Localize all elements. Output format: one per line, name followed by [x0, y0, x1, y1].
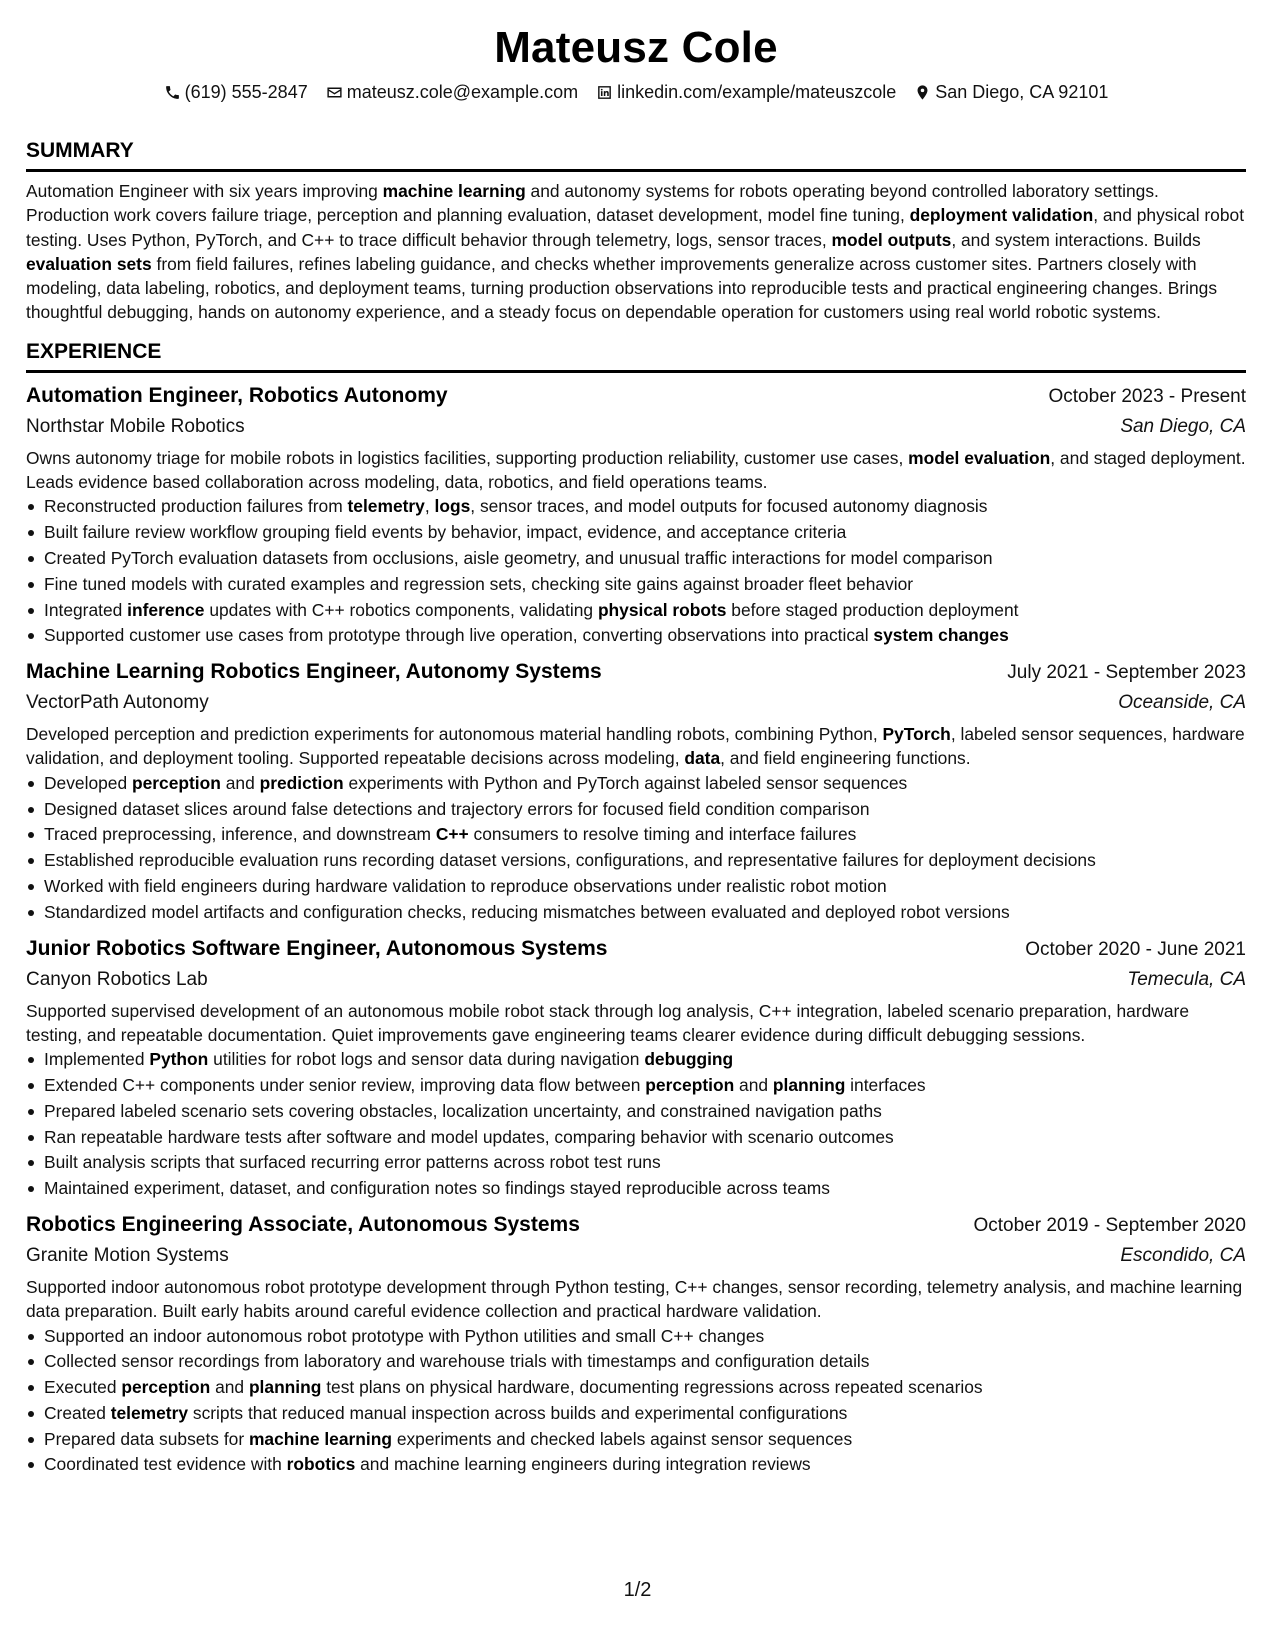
bullet-dot [28, 608, 34, 614]
bullet-dot [28, 832, 34, 838]
text-run: , and field engineering functions. [720, 748, 971, 769]
job-entry [26, 1210, 1246, 1478]
job-entry [26, 381, 1246, 649]
text-run: Maintained experiment, dataset, and configuration notes so findings stayed reproducible across teams [44, 1178, 830, 1199]
contact-location [914, 80, 1108, 104]
job-title: Automation Engineer, Robotics Autonomy [26, 383, 448, 407]
summary-paragraph [26, 179, 1246, 325]
job-location: Oceanside, CA [1118, 692, 1246, 714]
job-header [26, 657, 1246, 688]
text-run: Built analysis scripts that surfaced recurring error patterns across robot test runs [44, 1152, 661, 1173]
bullet-item [26, 1047, 1246, 1073]
company-name: Granite Motion Systems [26, 1244, 229, 1266]
job-bullets [26, 1047, 1246, 1202]
text-run: Automation Engineer with six years improving [26, 181, 383, 201]
job-summary [26, 722, 1246, 771]
text-run: Ran repeatable hardware tests after software and model updates, comparing behavior with scenario outcomes [44, 1126, 894, 1147]
linkedin-text[interactable]: linkedin.com/example/mateuszcole [617, 82, 897, 102]
bullet-item [26, 623, 1246, 649]
job-entry [26, 934, 1246, 1202]
text-run: , and staged deployment. Leads evidence based collaboration across modeling, data, robotics, and field operations teams. [26, 447, 1246, 493]
text-run: scripts that reduced manual inspection across builds and experimental configurations [188, 1402, 848, 1423]
bullet-dot [28, 1160, 34, 1166]
text-run: , labeled sensor sequences, hardware validation, and deployment tooling. Supported repeatable decisions across modeling, [26, 724, 1245, 769]
text-run: Traced preprocessing, inference, and downstream [44, 824, 436, 845]
bold-keyword: telemetry [347, 496, 425, 517]
text-run: Coordinated test evidence with [44, 1454, 287, 1475]
text-run: Established reproducible evaluation runs recording dataset versions, configurations, and representative failures for deployment decisions [44, 850, 1096, 871]
text-run: , and physical robot testing. Uses Python, PyTorch, and C++ to trace difficult behavior through telemetry, logs, sensor traces, [26, 205, 1245, 250]
candidate-name: Mateusz Cole [494, 23, 778, 72]
job-subheader [26, 965, 1246, 995]
text-run: Created PyTorch evaluation datasets from occlusions, aisle geometry, and unusual traffic interactions for model comparison [44, 547, 993, 568]
bullet-item [26, 494, 1246, 520]
text-run: , sensor traces, and model outputs for focused autonomy diagnosis [470, 496, 988, 517]
bullet-dot [28, 1411, 34, 1417]
bullet-dot [28, 1135, 34, 1141]
bullet-item [26, 822, 1246, 848]
bold-keyword: telemetry [110, 1402, 189, 1423]
email-text[interactable]: mateusz.cole@example.com [346, 82, 579, 102]
bullet-dot [28, 1186, 34, 1192]
job-dates: October 2023 - Present [1048, 385, 1246, 407]
company-name: VectorPath Autonomy [26, 692, 209, 714]
bullet-item [26, 572, 1246, 598]
bold-keyword: model outputs [831, 229, 952, 250]
text-run: Created [44, 1402, 111, 1423]
bold-keyword: perception [131, 772, 221, 793]
job-subheader [26, 1241, 1246, 1271]
resume-page [26, 0, 1246, 1478]
bold-keyword: model evaluation [908, 447, 1051, 468]
job-bullets [26, 1324, 1246, 1479]
job-location: Temecula, CA [1127, 968, 1246, 990]
job-summary [26, 999, 1246, 1048]
bullet-dot [28, 1057, 34, 1063]
bold-keyword: PyTorch [882, 724, 951, 745]
job-dates: July 2021 - September 2023 [1007, 662, 1246, 684]
bullet-item [26, 874, 1246, 900]
text-run: Developed perception and prediction experiments for autonomous material handling robots, combining Python, [26, 724, 883, 745]
bullet-item [26, 520, 1246, 546]
bullet-item [26, 1099, 1246, 1125]
bullet-dot [28, 556, 34, 562]
bullet-item [26, 1176, 1246, 1202]
text-run: Prepared labeled scenario sets covering obstacles, localization uncertainty, and constrained navigation paths [44, 1100, 882, 1121]
bullet-item [26, 546, 1246, 572]
bullet-item [26, 1375, 1246, 1401]
text-run: , [424, 496, 435, 517]
company-name: Canyon Robotics Lab [26, 968, 208, 990]
bullet-item [26, 1150, 1246, 1176]
text-run: experiments with Python and PyTorch against labeled sensor sequences [343, 772, 908, 793]
text-run: Supported customer use cases from prototype through live operation, converting observations into practical [44, 625, 874, 646]
job-title: Junior Robotics Software Engineer, Autonomous Systems [26, 936, 608, 960]
bullet-dot [28, 1359, 34, 1365]
phone-icon [164, 84, 181, 101]
bold-keyword: logs [434, 496, 471, 517]
text-run: from field failures, refines labeling guidance, and checks whether improvements generalize across customer sites. Partners closely with modeling, data labeling, robotics, and deployment teams, turning production observations into reproducible tests and practical engineering changes. Brings thoughtful debugging, hands on autonomy experience, and a steady focus on dependable operation for customers using real world robotic systems. [26, 253, 1218, 323]
job-summary [26, 446, 1246, 495]
bold-keyword: deployment validation [909, 205, 1094, 226]
bold-keyword: C++ [435, 824, 469, 845]
text-run: Built failure review workflow grouping field events by behavior, impact, evidence, and acceptance criteria [44, 522, 847, 543]
bold-keyword: inference [127, 599, 205, 620]
location-text: San Diego, CA 92101 [935, 82, 1109, 102]
bullet-dot [28, 1462, 34, 1468]
bullet-dot [28, 1109, 34, 1115]
bullet-dot [28, 858, 34, 864]
bullet-dot [28, 504, 34, 510]
bold-keyword: machine learning [248, 1428, 392, 1449]
bullet-item [26, 1073, 1246, 1099]
bullet-item [26, 1324, 1246, 1350]
bullet-item [26, 797, 1246, 823]
contact-bar [26, 80, 1246, 104]
text-run: Designed dataset slices around false detections and trajectory errors for focused field condition comparison [44, 798, 870, 819]
text-run: utilities for robot logs and sensor data during navigation [208, 1049, 645, 1070]
text-run: Developed [44, 772, 132, 793]
bold-keyword: perception [645, 1074, 735, 1095]
text-run: test plans on physical hardware, documenting regressions across repeated scenarios [321, 1377, 983, 1398]
text-run: and autonomy systems for robots operating beyond controlled laboratory settings. Production work covers failure triage, perception and planning evaluation, dataset development, model fine tuning, [26, 181, 1159, 226]
bullet-dot [28, 1385, 34, 1391]
text-run: and [220, 772, 260, 793]
experience-heading: EXPERIENCE [26, 339, 1246, 373]
text-run: updates with C++ robotics components, validating [204, 599, 598, 620]
text-run: interfaces [845, 1074, 926, 1095]
bullet-dot [28, 781, 34, 787]
bullet-item [26, 1427, 1246, 1453]
bold-keyword: prediction [259, 772, 344, 793]
bullet-item [26, 1349, 1246, 1375]
text-run: , and system interactions. Builds [951, 229, 1201, 250]
bold-keyword: robotics [286, 1454, 356, 1475]
bold-keyword: debugging [644, 1049, 734, 1070]
bold-keyword: system changes [873, 625, 1009, 646]
job-dates: October 2020 - June 2021 [1025, 938, 1246, 960]
bullet-dot [28, 884, 34, 890]
bullet-dot [28, 1437, 34, 1443]
text-run: Executed [44, 1377, 122, 1398]
contact-phone [164, 80, 308, 104]
text-run: Implemented [44, 1049, 150, 1070]
bullet-dot [28, 530, 34, 536]
bullet-item [26, 1452, 1246, 1478]
bullet-item [26, 598, 1246, 624]
job-header [26, 1210, 1246, 1241]
bullet-dot [28, 910, 34, 916]
text-run: Collected sensor recordings from laboratory and warehouse trials with timestamps and configuration details [44, 1351, 870, 1372]
text-run: Standardized model artifacts and configuration checks, reducing mismatches between evaluated and deployed robot versions [44, 901, 1010, 922]
bold-keyword: data [684, 748, 721, 769]
job-dates: October 2019 - September 2020 [973, 1214, 1246, 1236]
bullet-dot [28, 807, 34, 813]
job-location: Escondido, CA [1120, 1244, 1246, 1266]
envelope-icon [326, 84, 343, 101]
text-run: before staged production deployment [726, 599, 1019, 620]
text-run: Fine tuned models with curated examples and regression sets, checking site gains against broader fleet behavior [44, 573, 914, 594]
bullet-item [26, 771, 1246, 797]
job-title: Robotics Engineering Associate, Autonomous Systems [26, 1212, 580, 1236]
text-run: Integrated [44, 599, 128, 620]
bullet-dot [28, 633, 34, 639]
job-header [26, 934, 1246, 965]
job-title: Machine Learning Robotics Engineer, Autonomy Systems [26, 660, 602, 684]
job-summary [26, 1275, 1246, 1324]
job-subheader [26, 688, 1246, 718]
text-run: Prepared data subsets for [44, 1428, 249, 1449]
bullet-dot [28, 1334, 34, 1340]
bold-keyword: physical robots [597, 599, 727, 620]
job-entry [26, 657, 1246, 925]
job-subheader [26, 412, 1246, 442]
text-run: and machine learning engineers during integration reviews [355, 1454, 811, 1475]
text-run: Owns autonomy triage for mobile robots in logistics facilities, supporting production reliability, customer use cases, [26, 447, 909, 468]
bold-keyword: machine learning [382, 181, 526, 201]
text-run: Supported supervised development of an autonomous mobile robot stack through log analysis, C++ integration, labeled scenario preparation, hardware testing, and repeatable documentation. Quiet improvements gave engineering teams clearer evidence during difficult debugging sessions. [26, 1000, 1189, 1045]
job-location: San Diego, CA [1120, 415, 1246, 437]
bullet-item [26, 900, 1246, 926]
bullet-item [26, 848, 1246, 874]
text-run: consumers to resolve timing and interface failures [468, 824, 857, 845]
text-run: and [734, 1074, 773, 1095]
phone-text: (619) 555-2847 [184, 82, 308, 102]
bold-keyword: planning [248, 1377, 322, 1398]
contact-linkedin[interactable] [596, 80, 896, 104]
bold-keyword: planning [772, 1074, 846, 1095]
linkedin-icon [596, 84, 613, 101]
summary-heading: SUMMARY [26, 138, 1246, 172]
contact-email[interactable] [326, 80, 578, 104]
text-run: Reconstructed production failures from [44, 496, 348, 517]
bullet-dot [28, 582, 34, 588]
page-number: 1/2 [623, 1579, 652, 1601]
map-pin-icon [914, 84, 931, 101]
bullet-item [26, 1401, 1246, 1427]
job-bullets [26, 494, 1246, 649]
bold-keyword: perception [121, 1377, 211, 1398]
bullet-dot [28, 1083, 34, 1089]
text-run: Supported indoor autonomous robot prototype development through Python testing, C++ changes, sensor recording, telemetry analysis, and machine learning data preparation. Built early habits around careful evidence collection and practical hardware validation. [26, 1276, 1243, 1322]
bullet-item [26, 1125, 1246, 1151]
company-name: Northstar Mobile Robotics [26, 415, 245, 437]
experience-list [26, 381, 1246, 1479]
text-run: and [210, 1377, 249, 1398]
text-run: Worked with field engineers during hardware validation to reproduce observations under realistic robot motion [44, 875, 887, 896]
text-run: Supported an indoor autonomous robot prototype with Python utilities and small C++ changes [44, 1325, 765, 1346]
text-run: Extended C++ components under senior review, improving data flow between [44, 1074, 646, 1095]
job-bullets [26, 771, 1246, 926]
text-run: experiments and checked labels against sensor sequences [391, 1428, 853, 1449]
job-header [26, 381, 1246, 412]
bold-keyword: Python [149, 1049, 209, 1070]
bold-keyword: evaluation sets [26, 253, 152, 274]
